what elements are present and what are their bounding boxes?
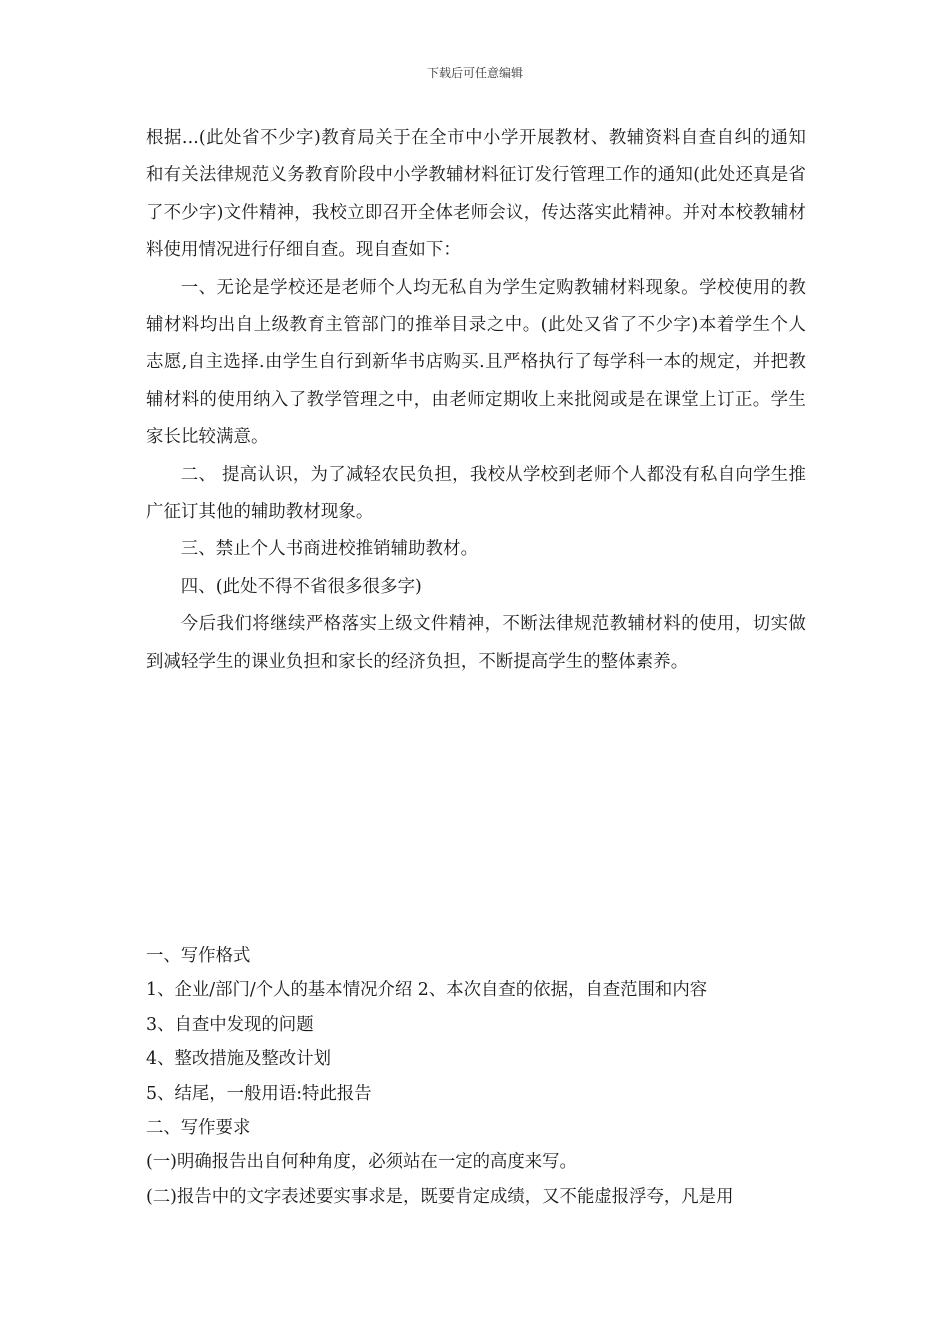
page-header: 下载后可任意编辑 bbox=[426, 66, 523, 80]
guide-line: (一)明确报告出自何种角度，必须站在一定的高度来写。 bbox=[146, 1152, 577, 1173]
report-item-4-paragraph: 四、(此处不得不省很多很多字) bbox=[180, 576, 422, 597]
report-item-1-paragraph: 一、无论是学校还是老师个人均无私自为学生定购教辅材料现象。学校使用的教辅材料均出自上级教育主管部门的推举目录之中。(此处又省了不少字)本着学生个人志愿,自主选择.由学生自行到新华书店购买.且严格执行了每学科一本的规定，并把教辅材料的使用纳入了教学管理之中，由老师定期收上来批阅或是在课堂上订正。学生家长比较满意。 bbox=[146, 277, 806, 448]
report-item-2-paragraph: 二、 提高认识，为了减轻农民负担，我校从学校到老师个人都没有私自向学生推广征订其他的辅助教材现象。 bbox=[146, 464, 806, 523]
report-body bbox=[146, 120, 806, 681]
report-intro-paragraph: 根据...(此处省不少字)教育局关于在全市中小学开展教材、教辅资料自查自纠的通知和有关法律规范义务教育阶段中小学教辅材料征订发行管理工作的通知(此处还真是省了不少字)文件精神，我校立即召开全体老师会议，传达落实此精神。并对本校教辅材料使用情况进行仔细自查。现自查如下： bbox=[146, 128, 806, 261]
guide-line: 5、结尾，一般用语:特此报告 bbox=[146, 1083, 372, 1104]
guide-line: 1、企业/部门/个人的基本情况介绍 2、本次自查的依据，自查范围和内容 bbox=[146, 980, 708, 1001]
guide-line: 3、自查中发现的问题 bbox=[146, 1014, 314, 1035]
writing-guide bbox=[146, 939, 806, 1214]
guide-section-heading: 一、写作格式 bbox=[146, 946, 251, 966]
report-item-3-paragraph: 三、禁止个人书商进校推销辅助教材。 bbox=[180, 539, 479, 560]
guide-section-heading: 二、写作要求 bbox=[146, 1118, 251, 1139]
guide-line: 4、整改措施及整改计划 bbox=[146, 1049, 331, 1070]
guide-line: (二)报告中的文字表述要实事求是，既要肯定成绩，又不能虚报浮夸，凡是用 bbox=[146, 1186, 734, 1207]
report-conclusion-paragraph: 今后我们将继续严格落实上级文件精神，不断法律规范教辅材料的使用，切实做到减轻学生的课业负担和家长的经济负担，不断提高学生的整体素养。 bbox=[146, 614, 806, 672]
